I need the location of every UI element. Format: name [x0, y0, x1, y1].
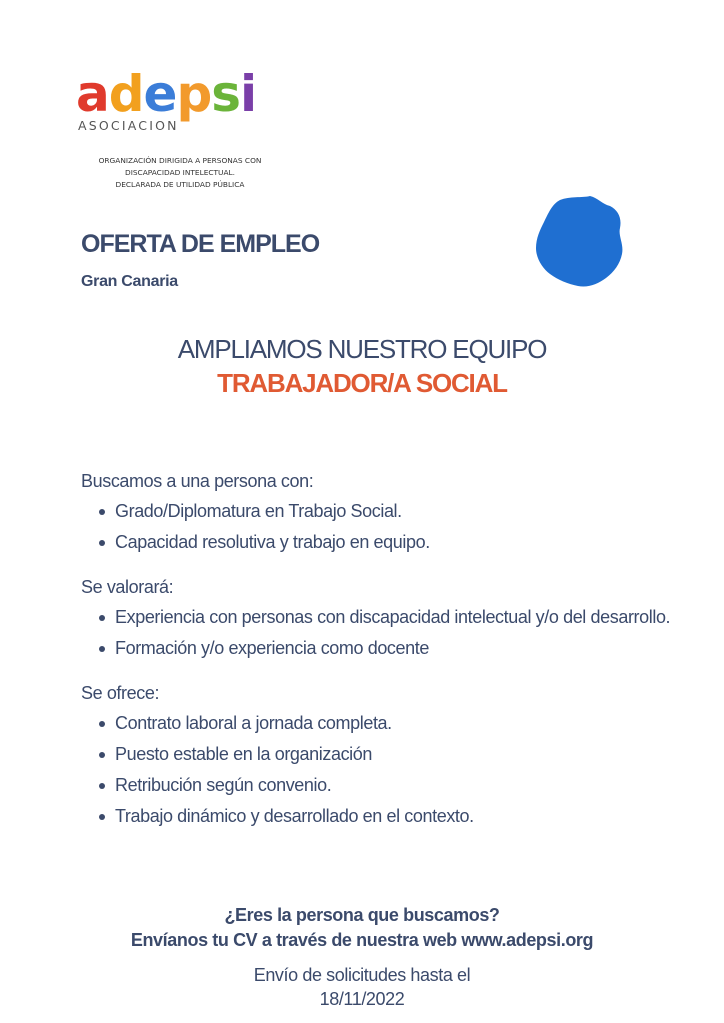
logo-subtitle: ASOCIACION: [78, 118, 179, 133]
logo-tagline-line: DECLARADA DE UTILIDAD PÚBLICA: [115, 180, 245, 189]
logo-letter-e: e: [143, 65, 177, 123]
gran-canaria-island-icon: [530, 192, 626, 292]
logo-wordmark: [76, 65, 266, 123]
valued-list: [81, 602, 681, 664]
list-item: Puesto estable en la organización: [81, 739, 681, 770]
position-heading: TRABAJADOR/A SOCIAL: [217, 368, 507, 398]
logo-tagline-line: ORGANIZACIÓN DIRIGIDA A PERSONAS CON: [98, 156, 262, 165]
list-item: Trabajo dinámico y desarrollado en el contexto.: [81, 801, 681, 832]
offered-label: Se ofrece:: [81, 683, 160, 703]
list-item: Formación y/o experiencia como docente: [81, 633, 681, 664]
main-heading: AMPLIAMOS NUESTRO EQUIPO: [177, 334, 547, 364]
logo-letter-s: s: [211, 65, 241, 123]
seeking-list: [81, 496, 681, 558]
logo-letter-i: i: [240, 65, 257, 123]
cta-question: ¿Eres la persona que buscamos?: [224, 905, 500, 925]
list-item: Experiencia con personas con discapacidad intelectual y/o del desarrollo.: [81, 602, 681, 633]
call-to-action: [0, 903, 724, 953]
logo-letter-a: a: [76, 65, 109, 123]
list-item: Grado/Diplomatura en Trabajo Social.: [81, 496, 681, 527]
offer-location: Gran Canaria: [81, 273, 178, 290]
list-item: Capacidad resolutiva y trabajo en equipo.: [81, 527, 681, 558]
list-item: Contrato laboral a jornada completa.: [81, 708, 681, 739]
logo-tagline-line: DISCAPACIDAD INTELECTUAL.: [125, 168, 235, 177]
cta-website: Envíanos tu CV a través de nuestra web www.adepsi.org: [130, 930, 594, 950]
seeking-label: Buscamos a una persona con:: [81, 471, 314, 491]
adepsi-logo: [76, 65, 266, 133]
offered-list: [81, 708, 681, 832]
deadline-label: Envío de solicitudes hasta el: [253, 965, 471, 985]
application-deadline: [0, 963, 724, 1011]
logo-letter-d: d: [108, 65, 144, 123]
list-item: Retribución según convenio.: [81, 770, 681, 801]
valued-label: Se valorará:: [81, 577, 174, 597]
deadline-date: 18/11/2022: [319, 989, 405, 1009]
offer-body: [81, 466, 681, 846]
offer-title: OFERTA DE EMPLEO: [81, 230, 320, 258]
logo-tagline: [80, 155, 280, 191]
logo-letter-p: p: [176, 65, 212, 123]
